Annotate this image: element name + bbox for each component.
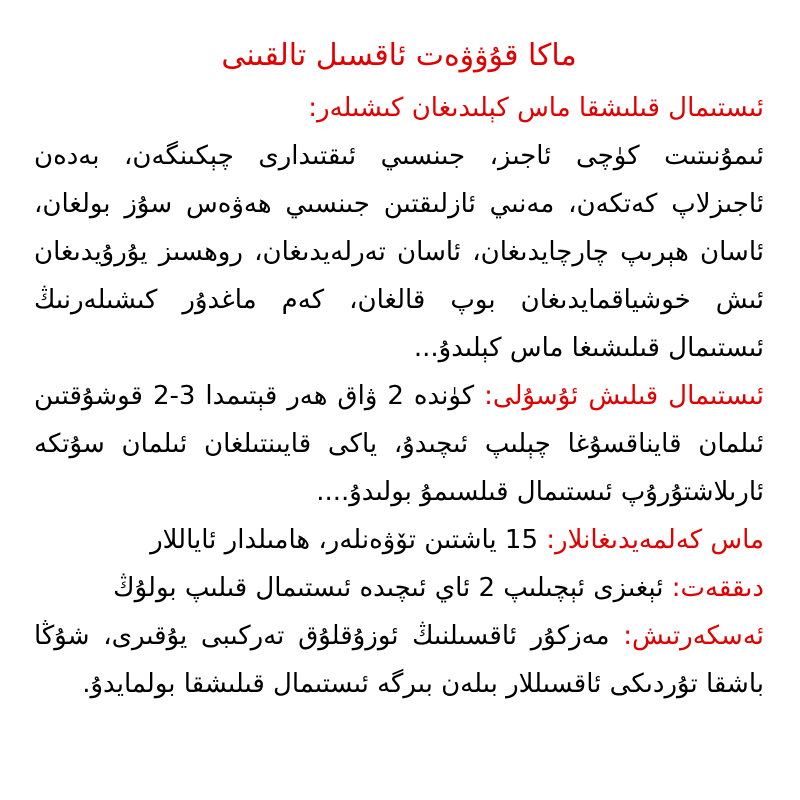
- attention-section: [34, 564, 764, 612]
- note-text: مەزكۇر ئاقسىلنىڭ ئوزۇقلۇق تەركىبى يۇقىرى، شۇڭا باشقا تۇردىكى ئاقسىللار بىلەن بىرگە ئىستىمال قىلىشقا بولمايدۇ.: [34, 621, 764, 699]
- unsuitable-label: ماس كەلمەيدىغانلار:: [546, 525, 764, 555]
- page-title: ماكا قۇۋۋەت ئاقسىل تالقىنى: [221, 38, 577, 73]
- suitable-people-section: [34, 84, 764, 372]
- usage-text: كۈندە 2 ۋاق ھەر قېتىمدا 3-2 قوشۇقتىن ئىلمان قايناقسۇغا چېلىپ ئىچىدۇ، ياكى قايىنتىلغان ئىلمان سۇتكە ئارىلاشتۇرۇپ ئىستىمال قىلسىمۇ بولىدۇ....: [34, 381, 764, 507]
- usage-section: [34, 372, 764, 516]
- attention-label: دىققەت:: [671, 573, 764, 603]
- suitable-people-text: ئىمۇنىتىت كۈچى ئاجىز، جىنسىي ئىقتىدارى چېكىنگەن، بەدەن ئاجىزلاپ كەتكەن، مەنىي ئازلىقتىن جىنسىي ھەۋەس سۇز بولغان، ئاسان ھېرىپ چارچايدىغان، ئاسان تەرلەيدىغان، روھسىز يۇرۇيدىغان ئىش خوشياقمايدىغان بوپ قالغان، كەم ماغدۇر كىشىلەرنىڭ ئىستىمال قىلىشىغا ماس كېلىدۇ...: [34, 141, 764, 363]
- usage-label: ئىستىمال قىلىش ئۇسۇلى:: [484, 381, 764, 411]
- note-label: ئەسكەرتىش:: [623, 621, 764, 651]
- suitable-people-label: ئىستىمال قىلىشقا ماس كېلىدىغان كىشىلەر:: [308, 93, 764, 123]
- note-section: [34, 612, 764, 708]
- unsuitable-text: 15 ياشتىن تۆۋەنلەر، ھامىلدار ئاياللار: [150, 525, 547, 555]
- unsuitable-section: [34, 516, 764, 564]
- attention-text: ئېغىزى ئېچىلىپ 2 ئاي ئىچىدە ئىستىمال قىلىپ بولۇڭ: [113, 573, 672, 603]
